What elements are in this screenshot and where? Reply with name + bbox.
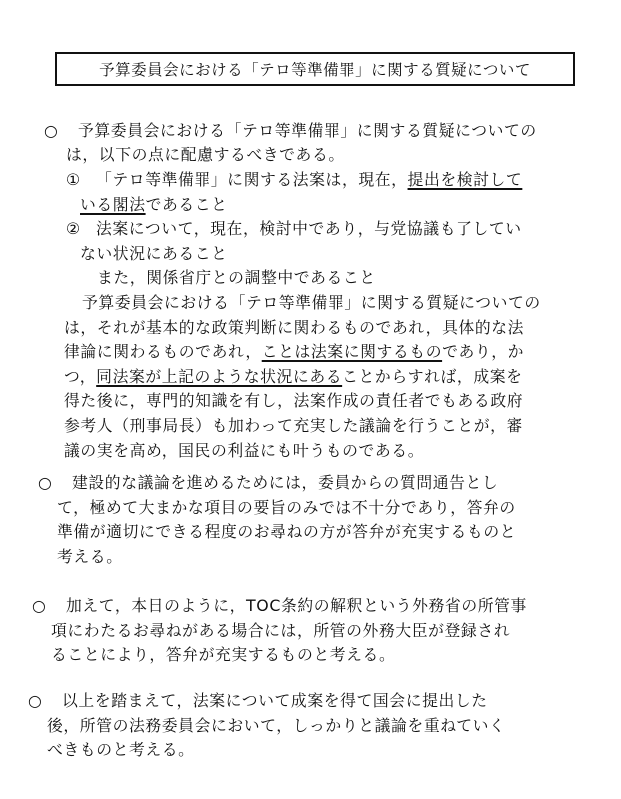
para-text: 予算委員会における「テロ等準備罪」に関する質疑についての <box>82 293 541 312</box>
item2-text: 法案について，現在，検討中であり，与党協議も了してい <box>96 219 522 238</box>
para-text: ことからすれば，成案を <box>342 367 523 386</box>
item-number: ① <box>66 170 81 189</box>
section2-text: 考える。 <box>57 547 123 566</box>
para-text: は，それが基本的な政策判断に関わるものであれ，具体的な法 <box>64 318 525 337</box>
item1-underlined-text: いる閣法 <box>80 195 146 214</box>
section1-line1 <box>44 123 537 139</box>
item1-text: であること <box>145 195 228 214</box>
para-underlined-text: ことは法案に関するもの <box>261 342 443 361</box>
para-text: つ， <box>64 367 97 386</box>
section2-line1 <box>38 475 498 491</box>
para-line5 <box>64 393 523 409</box>
section1-line2 <box>66 147 345 163</box>
section2-text: 建設的な議論を進めるためには，委員からの質問通告とし <box>72 473 499 492</box>
section1-text: 予算委員会における「テロ等準備罪」に関する質疑についての <box>78 121 537 140</box>
section2-text: 準備が適切にできる程度のお尋ねの方が答弁が充実するものと <box>57 522 517 541</box>
section2-line3 <box>57 524 516 540</box>
item1-line1 <box>66 172 522 188</box>
section3-line3 <box>51 647 395 663</box>
section3-line2 <box>51 623 510 639</box>
para-underlined-text: 同法案が上記のような状況にある <box>96 367 343 386</box>
bullet-icon: ○ <box>28 691 43 710</box>
item2-text: ない状況にあること <box>80 244 228 263</box>
document-title-text: 予算委員会における「テロ等準備罪」に関する質疑について <box>99 61 531 79</box>
section4-text: 以上を踏まえて，法案について成案を得て国会に提出した <box>62 691 488 710</box>
item2-text: また，関係省庁との調整中であること <box>97 268 376 287</box>
section2-text: て，極めて大まかな項目の要旨のみでは不十分であり，答弁の <box>57 498 516 517</box>
section4-line3 <box>47 742 195 758</box>
bullet-icon: ○ <box>44 121 59 140</box>
item1-line2 <box>80 197 228 213</box>
section4-line1 <box>28 693 488 709</box>
section3-line1 <box>32 598 527 614</box>
item2-line3 <box>97 270 376 286</box>
bullet-icon: ○ <box>38 473 53 492</box>
section3-text: 加えて，本日のように，TOC条約の解釈という外務省の所管事 <box>66 596 527 615</box>
para-line3 <box>64 344 524 360</box>
section4-text: べきものと考える。 <box>47 740 195 759</box>
section3-text: 項にわたるお尋ねがある場合には，所管の外務大臣が登録され <box>51 621 511 640</box>
document-title <box>55 52 575 86</box>
section4-line2 <box>47 718 505 734</box>
section2-line4 <box>57 549 123 565</box>
section2-line2 <box>57 500 516 516</box>
para-line1 <box>82 295 541 311</box>
section3-text: ることにより，答弁が充実するものと考える。 <box>51 645 396 664</box>
item-number: ② <box>66 219 81 238</box>
para-line6 <box>64 418 523 434</box>
para-text: 参考人（刑事局長）も加わって充実した議論を行うことが，審 <box>64 416 523 435</box>
bullet-icon: ○ <box>32 596 47 615</box>
para-text: 議の実を高め，国民の利益にも叶うものである。 <box>64 441 425 460</box>
item2-line2 <box>80 246 228 262</box>
para-line4 <box>64 369 523 385</box>
item1-underlined-text: 提出を検討して <box>407 170 523 189</box>
item2-line1 <box>66 221 522 237</box>
section1-text: は，以下の点に配慮するべきである。 <box>66 145 345 164</box>
para-text: 得た後に，専門的知識を有し，法案作成の責任者でもある政府 <box>64 391 524 410</box>
para-text: であり，か <box>442 342 525 361</box>
para-text: 律論に関わるものであれ， <box>64 342 262 361</box>
item1-text: 「テロ等準備罪」に関する法案は，現在， <box>96 170 408 189</box>
para-line7 <box>64 443 424 459</box>
section4-text: 後，所管の法務委員会において，しっかりと議論を重ねていく <box>47 716 506 735</box>
para-line2 <box>64 320 524 336</box>
